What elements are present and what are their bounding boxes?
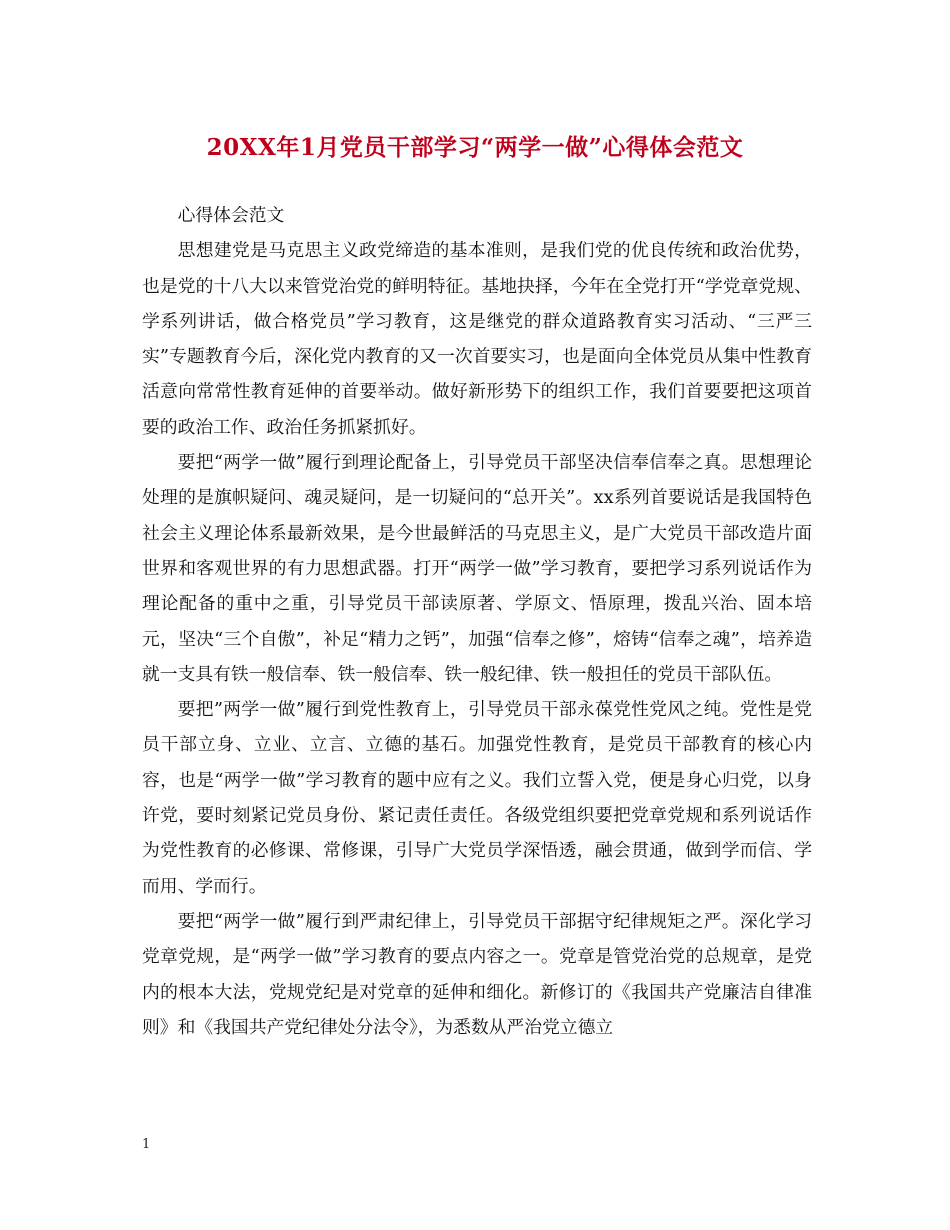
paragraph-2: 要把“两学一做”履行到理论配备上，引导党员干部坚决信奉信奉之真。思想理论处理的是旗帜疑问、魂灵疑问，是一切疑问的“总开关”。xx系列首要说话是我国特色社会主义理论体系最新效果，是今世最鲜活的马克思主义，是广大党员干部改造片面世界和客观世界的有力思想武器。打开“两学一做”学习教育，要把学习系列说话作为理论配备的重中之重，引导党员干部读原著、学原文、悟原理，拨乱兴治、固本培元，坚决“三个自傲”，补足“精力之钙”，加强“信奉之修”，熔铸“信奉之魂”，培养造就一支具有铁一般信奉、铁一般信奉、铁一般纪律、铁一般担任的党员干部队伍。 bbox=[142, 452, 812, 685]
document-body bbox=[142, 198, 812, 1045]
paragraph-4: 要把“两学一做”履行到严肃纪律上，引导党员干部据守纪律规矩之严。深化学习党章党规，是“两学一做”学习教育的要点内容之一。党章是管党治党的总规章，是党内的根本大法，党规党纪是对党章的延伸和细化。新修订的《我国共产党廉洁自律准则》和《我国共产党纪律处分法令》，为悉数从严治党立德立 bbox=[142, 910, 812, 1038]
paragraph-subtitle: 心得体会范文 bbox=[177, 205, 285, 226]
paragraph-1: 思想建党是马克思主义政党缔造的基本准则，是我们党的优良传统和政治优势，也是党的十八大以来管党治党的鲜明特征。基地抉择，今年在全党打开“学党章党规、学系列讲话，做合格党员”学习教育，这是继党的群众道路教育实习活动、“三严三实”专题教育今后，深化党内教育的又一次首要实习，也是面向全体党员从集中性教育活意向常常性教育延伸的首要举动。做好新形势下的组织工作，我们首要要把这项首要的政治工作、政治任务抓紧抓好。 bbox=[142, 240, 812, 438]
document-title: 20XX年1月党员干部学习“两学一做”心得体会范文 bbox=[206, 134, 744, 161]
paragraph-3: 要把”两学一做”履行到党性教育上，引导党员干部永葆党性党风之纯。党性是党员干部立身、立业、立言、立德的基石。加强党性教育，是党员干部教育的核心内容，也是“两学一做”学习教育的题中应有之义。我们立誓入党，便是身心归党，以身许党，要时刻紧记党员身份、紧记责任责任。各级党组织要把党章党规和系列说话作为党性教育的必修课、常修课，引导广大党员学深悟透，融会贯通，做到学而信、学而用、学而行。 bbox=[142, 699, 812, 897]
page-number: 1 bbox=[142, 1137, 151, 1152]
